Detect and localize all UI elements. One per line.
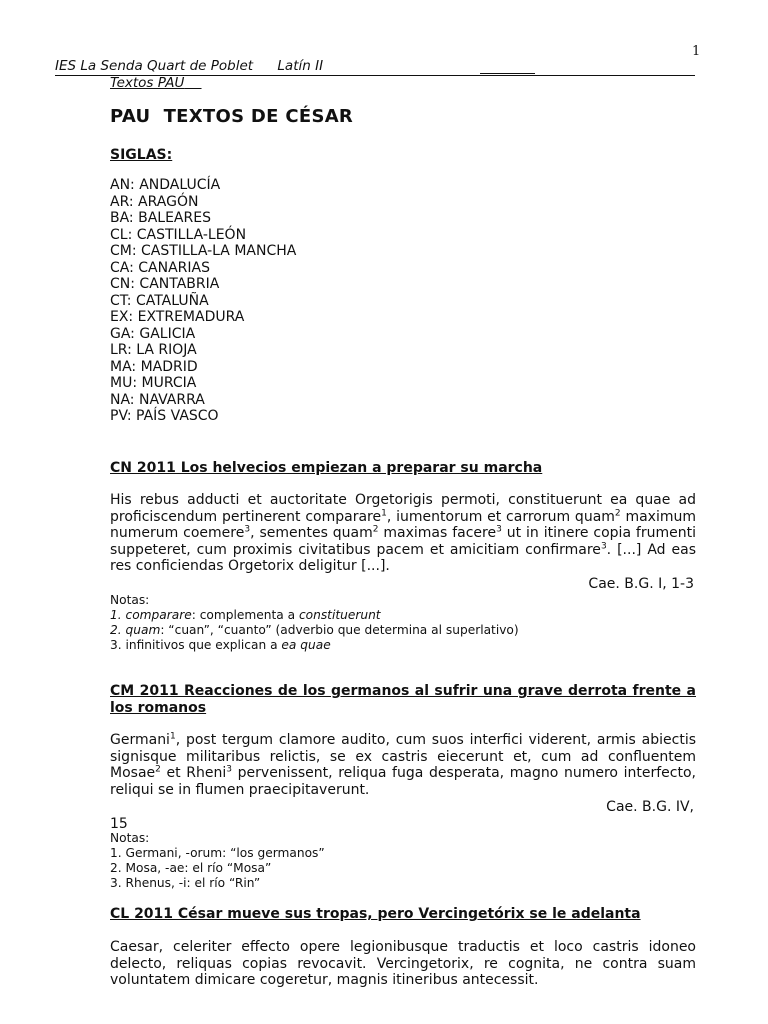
- main-content: [110, 106, 696, 425]
- sigla-item: NA: NAVARRA: [110, 391, 205, 408]
- notes-label: Notas:: [110, 593, 150, 607]
- latin-passage-cn-2011: His rebus adducti et auctoritate Orgetorigis permoti, constituerunt ea quae ad proficiscendum pertinerent comparare$^1$, iumentorum et carrorum quam$^2$ maximum numerum coemere$^3$, sementes quam$^2$ maximas facere$^3$ ut in itinere copia frumenti suppeteret, cum proximis civitatibus pacem et amicitiam confirmare$^3$. [...] Ad eas res conficiendas Orgetorix deligitur [...].: [110, 492, 697, 574]
- sigla-item: LR: LA RIOJA: [110, 342, 197, 358]
- header-subject: Latín II: [277, 58, 324, 74]
- siglas-heading: SIGLAS:: [110, 147, 173, 163]
- note-item: 3. infinitivos que explican a ea quae: [110, 638, 331, 652]
- note-item: 1. comparare: complementa a constituerunt: [110, 608, 381, 622]
- document-header: [55, 58, 695, 76]
- citation-cn-2011: Cae. B.G. I, 1-3: [588, 576, 694, 592]
- header-subtitle: Textos PAU: [110, 75, 185, 91]
- sigla-item: GA: GALICIA: [110, 325, 196, 342]
- latin-passage-cm-2011: Germani$^1$, post tergum clamore audito, cum suos interfici viderent, armis abiectis signisque militaribus relictis, se ex castris eiecerunt et, cum ad confluentem Mosae$^2$ et Rheni$^3$ pervenissent, reliqua fuga desperata, magno numero interfecto, reliqui se in flumen praecipitaverunt.: [110, 731, 696, 798]
- sigla-item: CA: CANARIAS: [110, 259, 210, 276]
- sigla-item: EX: EXTREMADURA: [110, 309, 245, 325]
- sigla-item: MA: MADRID: [110, 358, 198, 375]
- page-number: 1: [692, 44, 701, 59]
- notes-cm-2011: [110, 831, 696, 891]
- sigla-item: AN: ANDALUCÍA: [110, 177, 221, 193]
- sigla-item: PV: PAÍS VASCO: [110, 408, 219, 424]
- notes-cn-2011: [110, 593, 696, 653]
- note-item: 3. Rhenus, -i: el río “Rin”: [110, 876, 261, 890]
- sigla-item: AR: ARAGÓN: [110, 193, 199, 210]
- header-school: IES La Senda Quart de Poblet: [55, 58, 254, 74]
- section-title-cl-2011: CL 2011 César mueve sus tropas, pero Vercingetórix se le adelanta: [110, 906, 641, 922]
- sigla-item: BA: BALEARES: [110, 210, 211, 226]
- note-item: 2. Mosa, -ae: el río “Mosa”: [110, 861, 272, 875]
- section-title-cm-2011: CM 2011 Reacciones de los germanos al sufrir una grave derrota frente a los romanos: [110, 683, 696, 716]
- latin-passage-cl-2011: Caesar, celeriter effecto opere legionibusque traductis et loco castris idoneo delecto, reliquas copias revocavit. Vercingetorix, re cognita, ne contra suam voluntatem dimicare cogeretur, magnis itineribus antecessit.: [110, 939, 696, 988]
- sigla-item: CT: CATALUÑA: [110, 292, 209, 309]
- header-blank-line: [480, 58, 535, 74]
- siglas-list: [110, 177, 696, 425]
- sigla-item: CN: CANTABRIA: [110, 276, 220, 292]
- sigla-item: CM: CASTILLA-LA MANCHA: [110, 243, 297, 259]
- note-item: 2. quam: “cuan”, “cuanto” (adverbio que determina al superlativo): [110, 623, 519, 637]
- page-title: PAU TEXTOS DE CÉSAR: [110, 106, 354, 127]
- notes-label: Notas:: [110, 831, 150, 845]
- citation-cm-2011: Cae. B.G. IV,: [606, 799, 694, 815]
- note-item: 1. Germani, -orum: “los germanos”: [110, 846, 325, 860]
- section-title-cn-2011: CN 2011 Los helvecios empiezan a preparar su marcha: [110, 460, 543, 476]
- sigla-item: CL: CASTILLA-LEÓN: [110, 226, 247, 243]
- sigla-item: MU: MURCIA: [110, 375, 197, 391]
- citation-cm-2011-continued: 15: [110, 816, 128, 832]
